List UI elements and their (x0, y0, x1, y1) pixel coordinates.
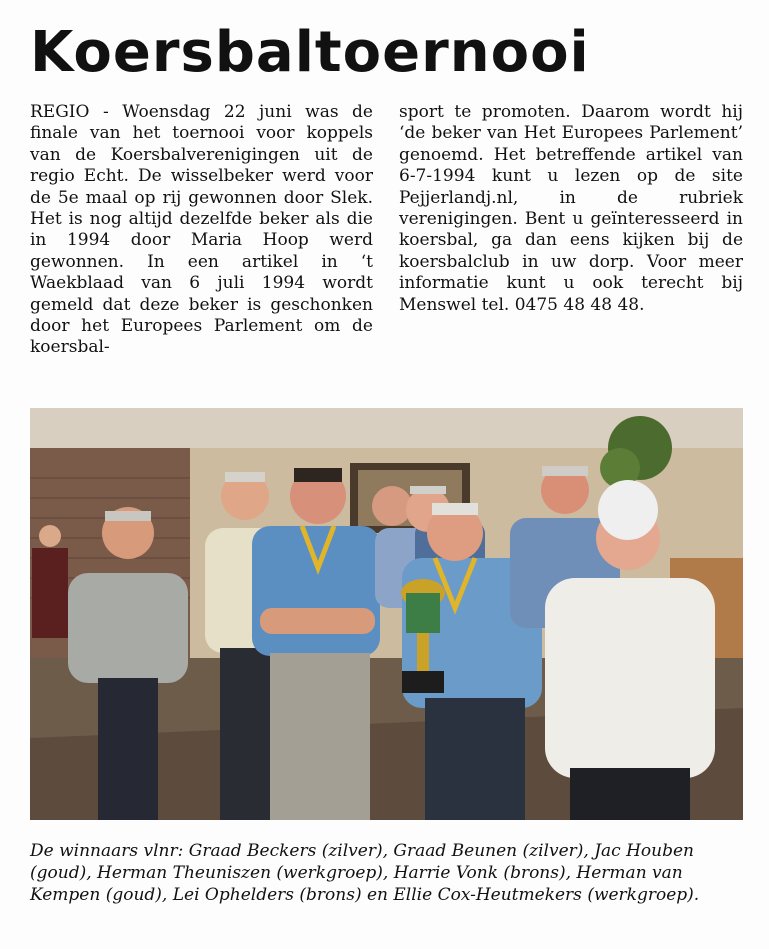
article-column-right: sport te promoten. Daarom wordt hij ‘de beker van Het Europees Parlement’ genoemd. Het betreffende artikel van 6-7-1994 kunt u lezen op de site Pejjerlandj.nl, in de rubriek verenigingen. Bent u geïnteresseerd in koersbal, ga dan eens kijken bij de koersbalclub in uw dorp. Voor meer informatie kunt u ook terecht bij Menswel tel. 0475 48 48 48. (399, 102, 743, 315)
group-photo-illustration (30, 408, 743, 820)
photo-background-person (32, 548, 68, 638)
photo-caption: De winnaars vlnr: Graad Beckers (zilver), Graad Beunen (zilver), Jac Houben (goud), Herman Theuniszen (werkgroep), Harrie Vonk (brons), Herman van Kempen (goud), Lei Ophelders (brons) en Ellie Cox-Heutmekers (werkgroep). (30, 841, 700, 905)
group-photo (30, 408, 743, 820)
headline: Koersbaltoernooi (30, 20, 590, 85)
article-column-left: REGIO - Woensdag 22 juni was de finale van het toernooi voor koppels van de Koersbalverenigingen uit de regio Echt. De wisselbeker werd voor de 5e maal op rij gewonnen door Slek. Het is nog altijd dezelfde beker als die in 1994 door Maria Hoop werd gewonnen. In een artikel in ‘t Waekblaad van 6 juli 1994 wordt gemeld dat deze beker is geschonken door het Europees Parlement om de koersbal- (30, 102, 373, 358)
